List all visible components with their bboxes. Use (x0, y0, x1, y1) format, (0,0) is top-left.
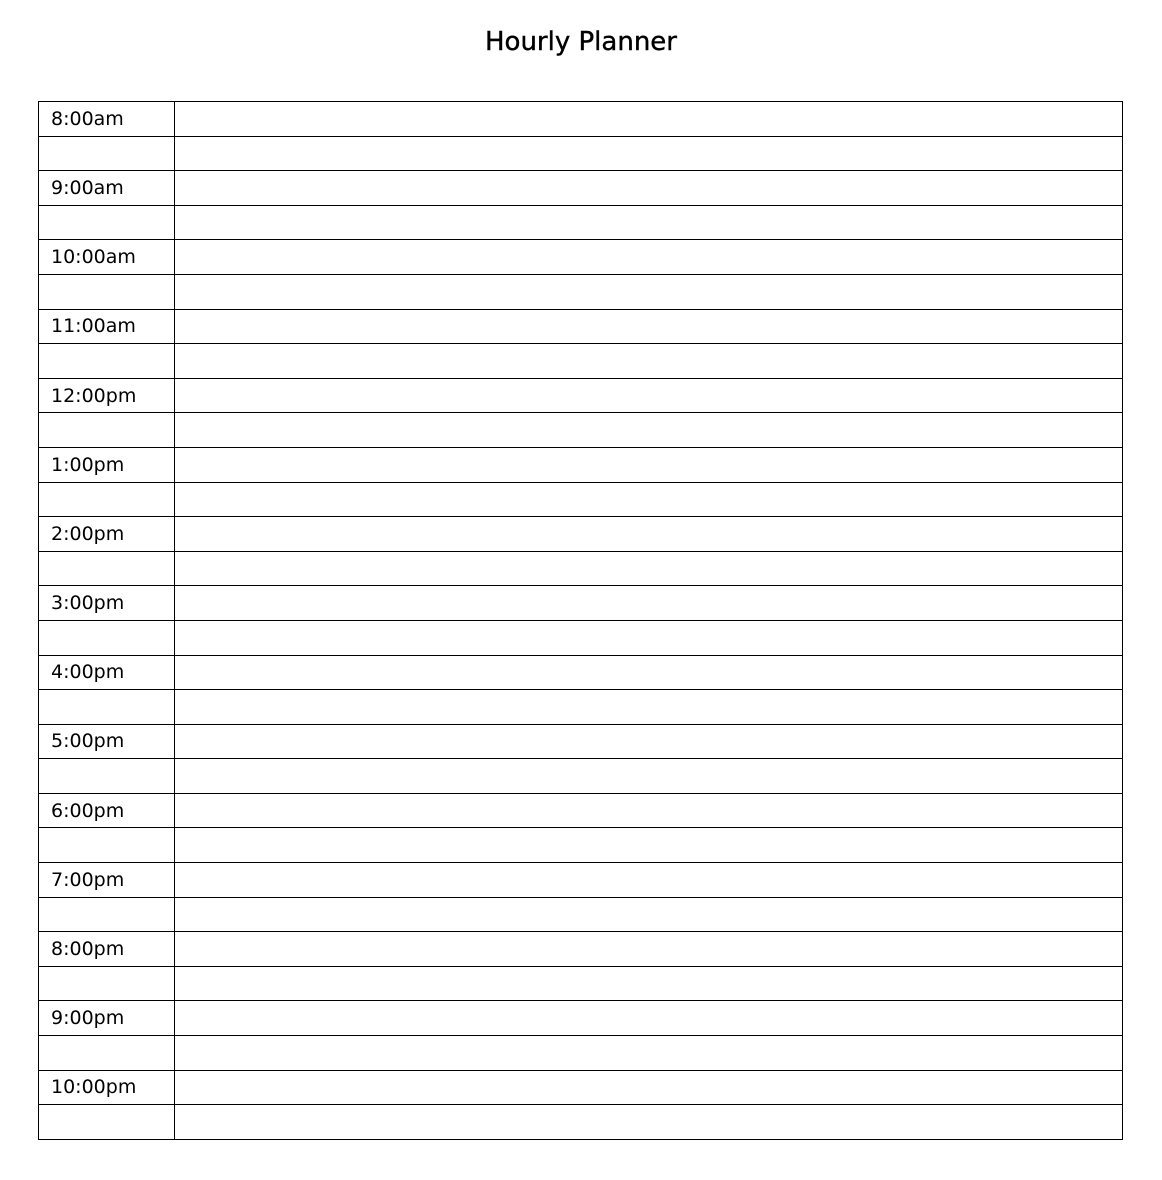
planner-body (39, 102, 1123, 1140)
half-hour-row (39, 136, 1123, 171)
page-title: Hourly Planner (485, 27, 677, 57)
hour-label: 2:00pm (39, 517, 175, 552)
half-hour-label-cell (39, 344, 175, 379)
half-hour-note-cell[interactable] (175, 620, 1123, 655)
half-hour-note-cell[interactable] (175, 897, 1123, 932)
hour-row (39, 240, 1123, 275)
half-hour-note-cell[interactable] (175, 136, 1123, 171)
hour-row (39, 932, 1123, 967)
hour-note-cell[interactable] (175, 1070, 1123, 1105)
hour-label: 10:00am (39, 240, 175, 275)
hour-label: 12:00pm (39, 378, 175, 413)
hour-note-cell[interactable] (175, 932, 1123, 967)
half-hour-note-cell[interactable] (175, 759, 1123, 794)
half-hour-row (39, 828, 1123, 863)
hour-note-cell[interactable] (175, 447, 1123, 482)
hour-label: 1:00pm (39, 447, 175, 482)
half-hour-note-cell[interactable] (175, 413, 1123, 448)
hour-note-cell[interactable] (175, 1001, 1123, 1036)
half-hour-note-cell[interactable] (175, 274, 1123, 309)
hour-row (39, 378, 1123, 413)
half-hour-row (39, 1105, 1123, 1140)
hour-label: 9:00pm (39, 1001, 175, 1036)
half-hour-note-cell[interactable] (175, 1105, 1123, 1140)
half-hour-row (39, 274, 1123, 309)
hour-note-cell[interactable] (175, 517, 1123, 552)
hour-note-cell[interactable] (175, 309, 1123, 344)
half-hour-note-cell[interactable] (175, 344, 1123, 379)
half-hour-row (39, 551, 1123, 586)
half-hour-label-cell (39, 274, 175, 309)
half-hour-row (39, 897, 1123, 932)
hour-row (39, 1001, 1123, 1036)
half-hour-row (39, 759, 1123, 794)
hour-note-cell[interactable] (175, 102, 1123, 137)
hour-note-cell[interactable] (175, 724, 1123, 759)
half-hour-label-cell (39, 759, 175, 794)
half-hour-note-cell[interactable] (175, 966, 1123, 1001)
hour-note-cell[interactable] (175, 240, 1123, 275)
hour-label: 9:00am (39, 171, 175, 206)
half-hour-label-cell (39, 482, 175, 517)
hour-row (39, 793, 1123, 828)
hour-row (39, 586, 1123, 621)
half-hour-label-cell (39, 1036, 175, 1071)
half-hour-note-cell[interactable] (175, 690, 1123, 725)
hour-note-cell[interactable] (175, 793, 1123, 828)
hour-row (39, 517, 1123, 552)
hour-row (39, 102, 1123, 137)
half-hour-note-cell[interactable] (175, 1036, 1123, 1071)
hour-label: 11:00am (39, 309, 175, 344)
hour-note-cell[interactable] (175, 586, 1123, 621)
half-hour-row (39, 690, 1123, 725)
hourly-planner-table (38, 101, 1123, 1140)
half-hour-row (39, 1036, 1123, 1071)
hour-label: 10:00pm (39, 1070, 175, 1105)
half-hour-label-cell (39, 1105, 175, 1140)
hour-note-cell[interactable] (175, 378, 1123, 413)
half-hour-note-cell[interactable] (175, 551, 1123, 586)
half-hour-label-cell (39, 136, 175, 171)
hour-row (39, 171, 1123, 206)
half-hour-label-cell (39, 828, 175, 863)
hour-row (39, 1070, 1123, 1105)
half-hour-label-cell (39, 620, 175, 655)
half-hour-label-cell (39, 205, 175, 240)
half-hour-label-cell (39, 966, 175, 1001)
half-hour-note-cell[interactable] (175, 482, 1123, 517)
hour-label: 7:00pm (39, 863, 175, 898)
hour-note-cell[interactable] (175, 655, 1123, 690)
hour-note-cell[interactable] (175, 863, 1123, 898)
half-hour-row (39, 966, 1123, 1001)
half-hour-label-cell (39, 551, 175, 586)
half-hour-row (39, 344, 1123, 379)
half-hour-label-cell (39, 413, 175, 448)
half-hour-row (39, 205, 1123, 240)
half-hour-row (39, 620, 1123, 655)
hour-label: 8:00am (39, 102, 175, 137)
half-hour-label-cell (39, 897, 175, 932)
hour-row (39, 309, 1123, 344)
half-hour-row (39, 482, 1123, 517)
half-hour-note-cell[interactable] (175, 205, 1123, 240)
hour-label: 5:00pm (39, 724, 175, 759)
half-hour-note-cell[interactable] (175, 828, 1123, 863)
hour-row (39, 655, 1123, 690)
hour-label: 6:00pm (39, 793, 175, 828)
hour-label: 8:00pm (39, 932, 175, 967)
hour-row (39, 863, 1123, 898)
hour-row (39, 447, 1123, 482)
hour-note-cell[interactable] (175, 171, 1123, 206)
hour-label: 3:00pm (39, 586, 175, 621)
hour-label: 4:00pm (39, 655, 175, 690)
hour-row (39, 724, 1123, 759)
half-hour-row (39, 413, 1123, 448)
half-hour-label-cell (39, 690, 175, 725)
